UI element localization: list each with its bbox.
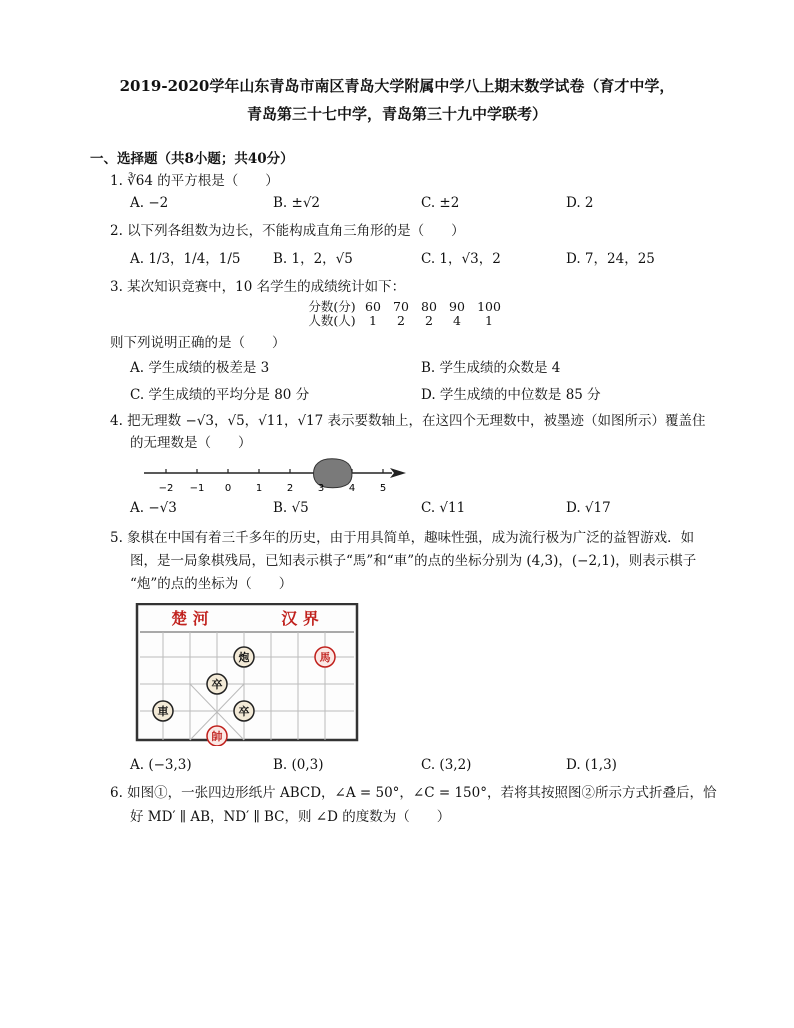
question-4-stem: 4. 把无理数 −√3，√5，√11，√17 表示要数轴上，在这四个无理数中，被墨迹（如图所示）覆盖住	[110, 413, 706, 429]
axis-arrow-icon	[390, 468, 406, 478]
q1-option-d: D. 2	[566, 195, 594, 211]
tick-label: 3	[317, 483, 325, 494]
tick-label: 2	[286, 483, 294, 494]
score-cell: 60	[365, 299, 381, 314]
q1-option-b: B. ±√2	[273, 195, 321, 211]
piece-shuai-label: 帥	[211, 730, 223, 743]
tick-label: −2	[158, 483, 174, 494]
piece-ma-label: 馬	[319, 651, 331, 664]
piece-pao-label: 炮	[238, 651, 250, 664]
q3-option-c: C. 学生成绩的平均分是 80 分	[130, 387, 310, 403]
score-cell: 100	[477, 299, 501, 314]
score-cell: 90	[449, 299, 465, 314]
question-1-stem: 1. ∛64 的平方根是（ ）	[110, 173, 279, 189]
piece-zu-2	[234, 701, 254, 721]
q4-option-d: D. √17	[566, 500, 611, 516]
chessboard-figure	[135, 603, 361, 746]
count-cell: 4	[453, 313, 461, 328]
piece-zu-1	[207, 674, 227, 694]
score-label: 分数(分)	[308, 299, 356, 314]
q3-option-d: D. 学生成绩的中位数是 85 分	[421, 387, 601, 403]
question-6-stem: 6. 如图①，一张四边形纸片 ABCD，∠A = 50°，∠C = 150°，若将其按照图②所示方式折叠后，恰	[110, 785, 717, 801]
count-cell: 1	[485, 313, 493, 328]
piece-zu-label: 卒	[211, 678, 223, 691]
page-title: 2019-2020学年山东青岛市南区青岛大学附属中学八上期末数学试卷（育才中学，	[119, 77, 675, 95]
tick-label: −1	[189, 483, 205, 494]
q4-option-a: A. −√3	[130, 500, 177, 516]
page-subtitle: 青岛第三十七中学，青岛第三十九中学联考）	[246, 105, 547, 123]
q5-option-a: A. (−3,3)	[130, 757, 192, 773]
q5-option-d: D. (1,3)	[566, 757, 617, 773]
piece-ju	[153, 701, 173, 721]
score-cell: 70	[393, 299, 409, 314]
q3-option-a: A. 学生成绩的极差是 3	[130, 360, 270, 376]
score-table-row1	[305, 300, 507, 314]
q1-option-c: C. ±2	[421, 195, 460, 211]
q5-option-b: B. (0,3)	[273, 757, 324, 773]
question-5-stem: 5. 象棋在中国有着三千多年的历史，由于用具简单，趣味性强，成为流行极为广泛的益智游戏．如	[110, 530, 695, 546]
question-3-prompt: 则下列说明正确的是（ ）	[110, 335, 286, 351]
tick-label: 0	[224, 483, 232, 494]
piece-shuai	[207, 726, 227, 746]
count-cell: 2	[397, 313, 405, 328]
piece-zu-label: 卒	[238, 705, 250, 718]
river-label-left: 楚 河	[171, 609, 209, 628]
tick-label: 5	[379, 483, 387, 494]
count-cell: 1	[369, 313, 377, 328]
q2-option-d: D. 7，24，25	[566, 251, 655, 267]
q2-option-a: A. 1/3，1/4，1/5	[130, 251, 241, 267]
river-label-right: 汉 界	[281, 609, 319, 628]
section-header: 一、选择题（共8小题；共40分）	[90, 151, 294, 167]
score-cell: 80	[421, 299, 437, 314]
count-label: 人数(人)	[308, 313, 356, 328]
piece-ma	[315, 647, 335, 667]
piece-pao	[234, 647, 254, 667]
question-4-stem-cont: 的无理数是（ ）	[130, 435, 252, 451]
q5-option-c: C. (3,2)	[421, 757, 472, 773]
number-line-figure	[140, 455, 410, 497]
question-3-stem: 3. 某次知识竞赛中，10 名学生的成绩统计如下：	[110, 279, 406, 295]
q2-option-c: C. 1，√3，2	[421, 251, 501, 267]
tick-label: 1	[255, 483, 263, 494]
tick-label: 4	[348, 483, 356, 494]
q4-option-c: C. √11	[421, 500, 466, 516]
q4-option-b: B. √5	[273, 500, 309, 516]
count-table-row2	[305, 314, 507, 328]
question-5-stem-cont2: “炮”的点的坐标为（ ）	[130, 576, 293, 592]
piece-ju-label: 車	[157, 705, 169, 718]
q1-option-a: A. −2	[130, 195, 169, 211]
question-6-stem-cont: 好 MD′ ∥ AB，ND′ ∥ BC，则 ∠D 的度数为（ ）	[130, 809, 451, 825]
q2-option-b: B. 1，2，√5	[273, 251, 353, 267]
q3-option-b: B. 学生成绩的众数是 4	[421, 360, 561, 376]
question-2-stem: 2. 以下列各组数为边长，不能构成直角三角形的是（ ）	[110, 223, 465, 239]
count-cell: 2	[425, 313, 433, 328]
question-5-stem-cont: 图，是一局象棋残局，已知表示棋子“馬”和“車”的点的坐标分别为 (4,3)，(−2,1)，则表示棋子	[130, 553, 697, 569]
